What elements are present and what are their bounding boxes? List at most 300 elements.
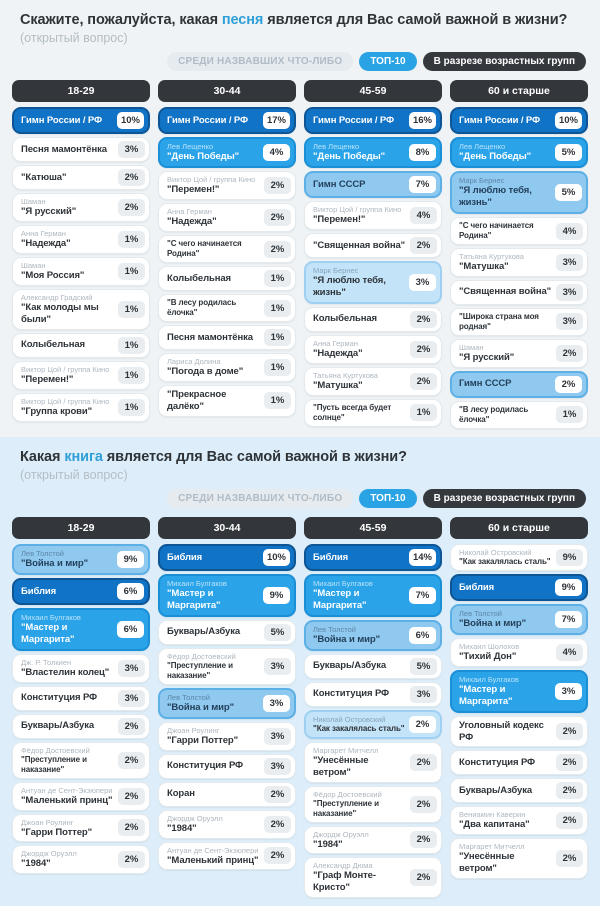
item-title: "Тихий Дон" xyxy=(459,651,517,663)
card-text xyxy=(21,115,113,127)
rank-card xyxy=(450,838,588,879)
rank-card xyxy=(158,137,296,168)
age-group-header: 60 и старше xyxy=(450,517,588,539)
percent-badge: 4% xyxy=(410,207,437,224)
rank-card xyxy=(12,544,150,575)
card-text xyxy=(459,642,552,663)
artist-label: Михаил Булгаков xyxy=(313,579,373,589)
item-title: "1984" xyxy=(167,822,197,834)
percent-badge: 3% xyxy=(264,758,291,775)
rank-card xyxy=(158,266,296,291)
percent-badge: 2% xyxy=(410,341,437,358)
rank-card xyxy=(158,235,296,263)
rank-card xyxy=(12,742,150,779)
card-text xyxy=(313,790,406,819)
item-title: "Мастер и Маргарита" xyxy=(167,588,221,612)
percent-badge: 2% xyxy=(410,831,437,848)
item-title: "Я русский" xyxy=(459,351,515,363)
rank-card xyxy=(304,574,442,617)
item-title: Библия xyxy=(313,551,349,563)
item-title: Конституция РФ xyxy=(313,688,390,700)
item-title: "Преступление и наказание" xyxy=(313,798,379,818)
card-text xyxy=(21,818,114,839)
artist-label: Михаил Булгаков xyxy=(459,674,519,684)
card-text xyxy=(167,239,260,259)
card-text xyxy=(313,552,405,564)
card-text xyxy=(167,579,259,612)
age-column-30-44 xyxy=(158,80,296,416)
artist-label: Виктор Цой / группа Кино xyxy=(167,175,256,185)
top10-badge[interactable]: ТОП-10 xyxy=(359,52,416,71)
percent-badge: 4% xyxy=(556,223,583,240)
percent-badge: 6% xyxy=(117,583,144,600)
rank-card xyxy=(12,225,150,254)
artist-label: Фёдор Достоевский xyxy=(21,745,90,755)
age-group-header: 30-44 xyxy=(158,80,296,102)
item-title: "Надежда" xyxy=(21,238,71,250)
percent-badge: 2% xyxy=(118,718,145,735)
rank-card xyxy=(304,261,442,304)
percent-badge: 1% xyxy=(118,399,145,416)
percent-badge: 3% xyxy=(555,683,582,700)
rank-card xyxy=(450,137,588,168)
artist-label: Джоан Роулинг xyxy=(167,725,220,735)
rank-card xyxy=(304,137,442,168)
card-text xyxy=(459,609,551,630)
item-title: "Матушка" xyxy=(459,261,509,273)
artist-label: Вениамин Каверин xyxy=(459,810,526,820)
card-text xyxy=(167,175,260,196)
card-text xyxy=(21,586,113,598)
age-group-header: 45-59 xyxy=(304,517,442,539)
rank-card xyxy=(304,307,442,332)
artist-label: Лев Толстой xyxy=(21,549,65,559)
age-group-header: 18-29 xyxy=(12,517,150,539)
item-title: "Как молоды мы были" xyxy=(21,302,99,325)
rank-card xyxy=(450,574,588,601)
item-title: "Моя Россия" xyxy=(21,270,85,282)
item-title: "Пусть всегда будет солнце" xyxy=(313,402,392,422)
item-title: "Война и мир" xyxy=(313,633,381,645)
card-text xyxy=(167,115,259,127)
card-text xyxy=(167,298,260,318)
rank-card xyxy=(450,750,588,775)
card-text xyxy=(313,240,406,252)
percent-badge: 3% xyxy=(118,660,145,677)
rank-card xyxy=(450,544,588,571)
rank-card xyxy=(304,201,442,230)
percent-badge: 1% xyxy=(118,301,145,318)
percent-badge: 2% xyxy=(410,311,437,328)
rank-card xyxy=(158,782,296,807)
percent-badge: 2% xyxy=(410,796,437,813)
percent-badge: 2% xyxy=(118,788,145,805)
percent-badge: 2% xyxy=(118,169,145,186)
rank-card xyxy=(12,578,150,605)
percent-badge: 2% xyxy=(118,752,145,769)
percent-badge: 5% xyxy=(555,144,582,161)
card-text xyxy=(21,365,114,386)
card-text xyxy=(167,626,260,638)
filter-badge[interactable]: СРЕДИ НАЗВАВШИХ ЧТО-ЛИБО xyxy=(167,489,353,508)
percent-badge: 6% xyxy=(117,621,144,638)
percent-badge: 5% xyxy=(410,658,437,675)
card-text xyxy=(167,726,260,747)
rank-card xyxy=(304,857,442,898)
percent-badge: 2% xyxy=(410,869,437,886)
rank-card xyxy=(12,333,150,358)
card-text xyxy=(459,405,552,425)
artist-label: Лев Толстой xyxy=(167,692,211,702)
age-group-header: 30-44 xyxy=(158,517,296,539)
percent-badge: 2% xyxy=(264,177,291,194)
rank-card xyxy=(450,638,588,667)
artist-label: Виктор Цой / группа Кино xyxy=(21,364,110,374)
title-text: является для Вас самой важной в жизни? xyxy=(263,12,568,28)
item-title: "Матушка" xyxy=(313,379,363,391)
card-text xyxy=(167,142,259,163)
percent-badge: 17% xyxy=(263,112,290,129)
rank-card xyxy=(304,786,442,823)
item-title: Песня мамонтёнка xyxy=(21,143,107,155)
percent-badge: 2% xyxy=(264,241,291,258)
card-text xyxy=(167,332,260,344)
columns-row xyxy=(12,80,588,428)
percent-badge: 9% xyxy=(117,551,144,568)
percent-badge: 1% xyxy=(264,329,291,346)
item-title: "Властелин колец" xyxy=(21,666,110,678)
item-title: "Как закалялась сталь" xyxy=(313,723,405,733)
item-title: Библия xyxy=(21,585,57,597)
card-text xyxy=(21,229,114,250)
rank-card xyxy=(12,289,150,330)
percent-badge: 3% xyxy=(263,695,290,712)
item-title: Гимн России / РФ xyxy=(167,114,249,126)
rank-card xyxy=(12,137,150,162)
card-text xyxy=(167,273,260,285)
artist-label: Антуан де Сент-Экзюпери xyxy=(167,845,259,855)
percent-badge: 16% xyxy=(409,112,436,129)
percent-badge: 1% xyxy=(264,392,291,409)
item-title: Букварь/Азбука xyxy=(313,660,387,672)
percent-badge: 2% xyxy=(264,209,291,226)
card-text xyxy=(21,339,114,351)
card-text xyxy=(313,830,406,851)
age-groups-badge[interactable]: В разрезе возрастных групп xyxy=(423,489,586,508)
item-title: Конституция РФ xyxy=(459,756,536,768)
card-text xyxy=(313,115,405,127)
filter-badge[interactable]: СРЕДИ НАЗВАВШИХ ЧТО-ЛИБО xyxy=(167,52,353,71)
card-text xyxy=(459,785,552,797)
rank-card xyxy=(450,401,588,429)
artist-label: Анна Герман xyxy=(167,207,212,217)
artist-label: Лев Лещенко xyxy=(167,142,214,152)
percent-badge: 3% xyxy=(409,274,436,291)
card-text xyxy=(459,343,552,364)
item-title: Коран xyxy=(167,788,195,800)
card-text xyxy=(21,658,114,679)
age-column-60-и-старше xyxy=(450,517,588,879)
percent-badge: 1% xyxy=(410,404,437,421)
card-text xyxy=(313,660,406,672)
artist-label: Шаман xyxy=(459,342,484,352)
artist-label: Александр Дюма xyxy=(313,861,373,871)
artist-label: Михаил Булгаков xyxy=(21,613,81,623)
artist-label: Лариса Долина xyxy=(167,357,221,367)
card-text xyxy=(313,625,405,646)
percent-badge: 2% xyxy=(410,237,437,254)
card-text xyxy=(167,788,260,800)
age-column-45-59 xyxy=(304,80,442,426)
item-title: Гимн СССР xyxy=(313,178,366,190)
percent-badge: 1% xyxy=(264,300,291,317)
percent-badge: 10% xyxy=(263,549,290,566)
percent-badge: 2% xyxy=(118,851,145,868)
item-title: "Я люблю тебя, жизнь" xyxy=(459,185,532,209)
item-title: Гимн СССР xyxy=(459,378,512,390)
item-title: "Война и мир" xyxy=(21,558,89,570)
card-text xyxy=(313,205,406,226)
percent-badge: 2% xyxy=(556,850,583,867)
rank-card xyxy=(158,353,296,382)
percent-badge: 2% xyxy=(264,847,291,864)
artist-label: Михаил Шолохов xyxy=(459,642,520,652)
percent-badge: 7% xyxy=(409,176,436,193)
top10-badge[interactable]: ТОП-10 xyxy=(359,489,416,508)
card-text xyxy=(313,266,405,299)
card-text xyxy=(21,172,114,184)
item-title: "С чего начинается Родина" xyxy=(459,221,534,241)
item-title: Колыбельная xyxy=(21,339,86,351)
item-title: "Два капитана" xyxy=(459,819,530,831)
percent-badge: 6% xyxy=(409,627,436,644)
artist-label: Татьяна Куртукова xyxy=(459,252,524,262)
artist-label: Маргарет Митчелл xyxy=(313,745,379,755)
percent-badge: 5% xyxy=(264,624,291,641)
rank-card xyxy=(304,233,442,258)
card-text xyxy=(167,760,260,772)
rank-card xyxy=(450,371,588,398)
artist-label: Марк Бернес xyxy=(313,266,359,276)
rank-card xyxy=(12,393,150,422)
percent-badge: 1% xyxy=(118,263,145,280)
artist-label: Шаман xyxy=(21,261,46,271)
item-title: Библия xyxy=(167,551,203,563)
rank-card xyxy=(450,280,588,305)
percent-badge: 1% xyxy=(556,406,583,423)
card-text xyxy=(313,371,406,392)
percent-badge: 7% xyxy=(409,587,436,604)
item-title: Библия xyxy=(459,581,495,593)
artist-label: Джордж Оруэлл xyxy=(167,813,223,823)
age-group-header: 18-29 xyxy=(12,80,150,102)
card-text xyxy=(313,142,405,163)
item-title: "Надежда" xyxy=(167,216,217,228)
section-title xyxy=(20,12,580,29)
rank-card xyxy=(450,171,588,214)
card-text xyxy=(167,552,259,564)
rank-card xyxy=(450,716,588,748)
artist-label: Маргарет Митчелл xyxy=(459,842,525,852)
artist-label: Татьяна Куртукова xyxy=(313,370,378,380)
artist-label: Фёдор Достоевский xyxy=(313,789,382,799)
artist-label: Михаил Булгаков xyxy=(167,579,227,589)
rank-card xyxy=(304,335,442,364)
artist-label: Антуан де Сент-Экзюпери xyxy=(21,785,113,795)
rank-card xyxy=(450,308,588,336)
rank-card xyxy=(158,688,296,719)
percent-badge: 1% xyxy=(264,270,291,287)
item-title: Уголовный кодекс РФ xyxy=(459,719,544,743)
percent-badge: 10% xyxy=(117,112,144,129)
title-text: Скажите, пожалуйста, какая xyxy=(20,12,222,28)
item-title: "Мастер и Маргарита" xyxy=(313,588,367,612)
card-text xyxy=(167,652,260,681)
card-text xyxy=(21,293,114,326)
section-song xyxy=(0,0,600,437)
item-title: "Война и мир" xyxy=(459,618,527,630)
artist-label: Николай Островский xyxy=(459,548,532,558)
section-subtitle: (открытый вопрос) xyxy=(20,31,128,46)
item-title: Букварь/Азбука xyxy=(21,720,95,732)
item-title: "День Победы" xyxy=(167,151,240,163)
title-text: является для Вас самой важной в жизни? xyxy=(102,448,407,465)
rank-card xyxy=(450,339,588,368)
percent-badge: 2% xyxy=(556,345,583,362)
item-title: "День Победы" xyxy=(313,151,386,163)
rank-card xyxy=(158,810,296,839)
item-title: Гимн России / РФ xyxy=(313,114,395,126)
rank-card xyxy=(12,608,150,651)
artist-label: Виктор Цой / группа Кино xyxy=(313,205,402,215)
percent-badge: 3% xyxy=(556,313,583,330)
percent-badge: 1% xyxy=(118,367,145,384)
card-text xyxy=(459,548,552,567)
card-text xyxy=(459,252,552,273)
item-title: "День Победы" xyxy=(459,151,532,163)
rank-card xyxy=(304,654,442,679)
percent-badge: 5% xyxy=(555,184,582,201)
age-column-18-29 xyxy=(12,80,150,421)
percent-badge: 3% xyxy=(556,284,583,301)
rank-card xyxy=(158,574,296,617)
card-text xyxy=(313,579,405,612)
item-title: "Перемен!" xyxy=(167,184,220,196)
rank-card xyxy=(158,620,296,645)
item-title: Гимн России / РФ xyxy=(459,114,541,126)
item-title: "Преступление и наказание" xyxy=(167,660,233,680)
card-text xyxy=(167,207,260,228)
item-title: "Священная война" xyxy=(459,286,552,298)
rank-card xyxy=(158,203,296,232)
card-text xyxy=(167,846,260,867)
item-title: Песня мамонтёнка xyxy=(167,331,253,343)
card-text xyxy=(167,389,260,413)
item-title: Гимн России / РФ xyxy=(21,114,103,126)
card-text xyxy=(459,720,552,744)
artist-label: Джоан Роулинг xyxy=(21,817,74,827)
item-title: "Я русский" xyxy=(21,206,77,218)
rank-card xyxy=(304,107,442,134)
age-column-30-44 xyxy=(158,517,296,870)
rank-card xyxy=(158,648,296,685)
percent-badge: 10% xyxy=(555,112,582,129)
rank-card xyxy=(12,654,150,683)
item-title: "Катюша" xyxy=(21,171,67,183)
card-text xyxy=(313,179,405,191)
percent-badge: 1% xyxy=(118,337,145,354)
rank-card xyxy=(12,193,150,222)
percent-badge: 3% xyxy=(264,728,291,745)
percent-badge: 1% xyxy=(264,359,291,376)
item-title: "Унесённые ветром" xyxy=(459,851,515,875)
percent-badge: 4% xyxy=(263,144,290,161)
artist-label: Александр Градский xyxy=(21,293,93,303)
rank-card xyxy=(158,842,296,871)
item-title: "Маленький принц" xyxy=(21,794,113,806)
age-column-60-и-старше xyxy=(450,80,588,428)
artist-label: Лев Лещенко xyxy=(313,142,360,152)
rank-card xyxy=(12,257,150,286)
age-column-18-29 xyxy=(12,517,150,874)
card-text xyxy=(313,339,406,360)
rank-card xyxy=(12,361,150,390)
artist-label: Лев Толстой xyxy=(459,609,503,619)
card-text xyxy=(21,197,114,218)
card-text xyxy=(459,115,551,127)
rank-card xyxy=(450,217,588,245)
card-text xyxy=(459,312,552,332)
rank-card xyxy=(158,171,296,200)
item-title: "Война и мир" xyxy=(167,701,235,713)
percent-badge: 3% xyxy=(410,686,437,703)
rank-card xyxy=(304,742,442,783)
rank-card xyxy=(12,845,150,874)
percent-badge: 2% xyxy=(410,754,437,771)
item-title: "Погода в доме" xyxy=(167,366,244,378)
percent-badge: 9% xyxy=(263,587,290,604)
card-text xyxy=(21,144,114,156)
percent-badge: 2% xyxy=(555,376,582,393)
section-book xyxy=(0,437,600,906)
percent-badge: 2% xyxy=(556,754,583,771)
percent-badge: 3% xyxy=(118,141,145,158)
rank-card xyxy=(12,107,150,134)
card-text xyxy=(313,746,406,779)
percent-badge: 14% xyxy=(409,549,436,566)
artist-label: Николай Островский xyxy=(313,714,386,724)
rank-card xyxy=(158,385,296,417)
item-title: "Широка страна моя родная" xyxy=(459,311,539,331)
rank-card xyxy=(304,399,442,427)
item-title: "Священная война" xyxy=(313,239,406,251)
age-groups-badge[interactable]: В разрезе возрастных групп xyxy=(423,52,586,71)
artist-label: Дж. Р. Толкиен xyxy=(21,657,72,667)
rank-card xyxy=(158,754,296,779)
card-text xyxy=(21,613,113,646)
item-title: "Надежда" xyxy=(313,347,363,359)
percent-badge: 2% xyxy=(556,782,583,799)
artist-label: Виктор Цой / группа Кино xyxy=(21,396,110,406)
percent-badge: 2% xyxy=(556,723,583,740)
age-group-header: 60 и старше xyxy=(450,80,588,102)
card-text xyxy=(21,849,114,870)
badge-row xyxy=(14,489,586,508)
card-text xyxy=(21,786,114,807)
percent-badge: 3% xyxy=(556,254,583,271)
percent-badge: 2% xyxy=(118,819,145,836)
card-text xyxy=(21,261,114,282)
